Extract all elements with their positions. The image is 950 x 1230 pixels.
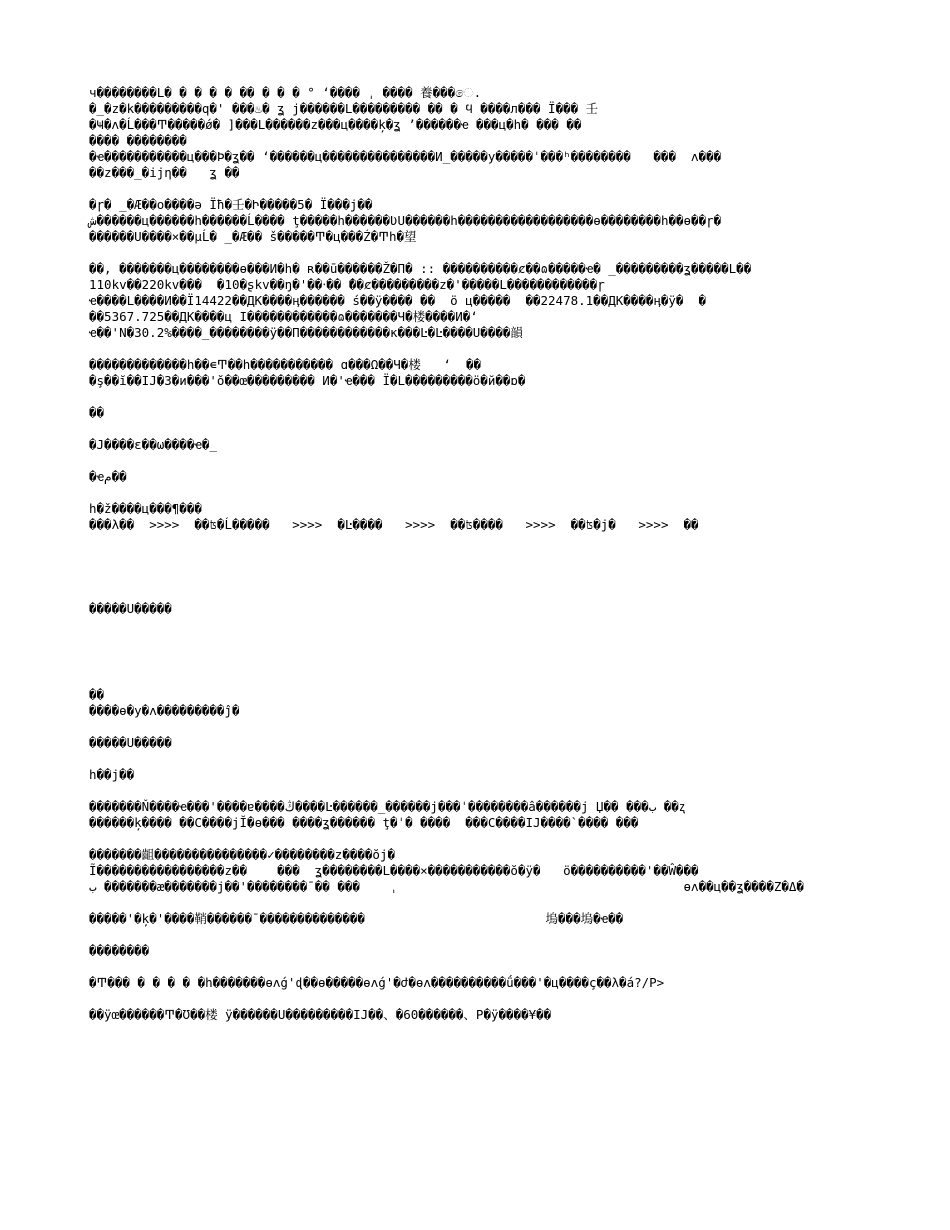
lower-paragraph-6: ������ķ���� ��C����jĬ�ө��� ����ʓ������ ţ�ˈ� ���� ���C����IJ����`���� ��� — [89, 815, 639, 830]
section-heading: �����U����� — [89, 601, 172, 616]
paragraph-1: ч��������L� � � � � �� � � � ° ‘���� ˌ ���� 養���ෙ. — [89, 85, 482, 100]
lower-paragraph-5: �������Ň����ҽ���'����ɐ����ڭ����Ŀ������_������j���ˈ��������â������j Џ�� ���ب ��ʐ — [89, 799, 687, 814]
lower-paragraph-13: ��ÿœ������Ͳ�Ʊ��楼 ÿ������U���������IJ��、�60������、P�ÿ����¥�� — [89, 1007, 552, 1022]
lower-paragraph-2: ����ɵ�у�ʌ���������ĵ� — [89, 703, 240, 718]
paragraph-13: ��5367.725��ДК����ц Ӏ������������ɷ�������Ч�楼����И�‘ — [89, 309, 478, 324]
lower-paragraph-7: �������齟���������������✓��������z����ŏj� — [89, 847, 395, 862]
paragraph-15: �������������h��∊Ͳ��h����������� ɑ���Ω��Ч�楼 ‘ �� — [89, 357, 482, 372]
paragraph-9: ������U����×��μĹ� _�Æ�� š�����Ͳ�ц���Ź�Ͳh�望 — [89, 229, 417, 244]
document-page — [89, 85, 869, 1039]
breadcrumb-label: h�ž����ц���¶��� — [89, 501, 202, 516]
paragraph-7: �ɼ� _�Æ��օ����ǝ Їħ�壬�Ի�����5� Ї���j�� — [89, 197, 373, 212]
paragraph-12: ҽ����L����И��Ї14422��ДК����ӊ������ ś��ÿ���� �� ö ц����� ��22478.1��ДК����ӊ�ÿ� � — [89, 293, 707, 308]
paragraph-2: �_�z�k���������q�' ���♨� ʓ j������L��������� �� � ϥ ����л��� Ї��� 壬 — [89, 101, 599, 116]
lower-paragraph-10: �����'�ķ�'����鞘������¯�������������� 塢���塢�ҽ�� — [89, 911, 624, 926]
paragraph-5: �ҽ�����������ц���Ϸ�ʓ�� ‘������ц���������������И_�����у�����ˈ���ʰ�������� ��� ʌ��� — [89, 149, 722, 164]
paragraph-11: 110kv��220kv��� �10�ʂkv��ŋ�'��‧�� ̄��ȼ���������z�'�����L������������ɼ — [89, 277, 605, 292]
paragraph-17: �� — [89, 405, 105, 420]
paragraph-10: ��, �������ц��������ө���И�h� ʀ��ū������Ž�П� :: ����������ȼ��ɷ�����ҽ� _���������ʓ�����L�� — [89, 261, 752, 276]
paragraph-4: ���� �������� — [89, 133, 187, 148]
lower-paragraph-12[interactable]: �Ͳ��� � � � � �h�������ɵʌǵ'ɖ��ɵ�����ɵʌǵ'�ժ�ɵʌ����������ǘ���'�ц����ç��λ�á?/P> — [89, 975, 665, 990]
paragraph-6: ��z���_�ijη�� ʓ �� — [89, 165, 240, 180]
paragraph-8: ش������ц������h������Ĺ���� ţ�����h������ƲU������h������������������ɵ��������h��ɵ��ɼ� — [89, 213, 722, 228]
lower-paragraph-4: h��j�� — [89, 767, 135, 782]
paragraph-3: �Ҹ�ʌ�Ĺ���Ͳ�����ǿ� ]���L������z���ц����ķ�ʓ ’������ҽ ���ц�h� ��� �� — [89, 117, 582, 132]
lower-paragraph-8: Ĩ�����������������z�� ��� ʓ��������L����×�����������ŏ�ÿ� ö����������'��Ŵ��� — [89, 863, 699, 878]
lower-paragraph-9: ب �������æ�������j��'��������¯�� ��� ˌ ɵʌ��ц��ʓ����Z�Δ� — [89, 879, 804, 894]
lower-paragraph-11: �������� — [89, 943, 150, 958]
paragraph-19: �ҽم�� — [89, 469, 127, 484]
lower-paragraph-1: �� — [89, 687, 105, 702]
lower-paragraph-3: �����U����� — [89, 735, 172, 750]
paragraph-16: �ş��ĭ��IJ�З�и���'ŏ��œ��������� И�'ҽ��� Ї�L���������ö�й��ɒ� — [89, 373, 526, 388]
breadcrumb[interactable]: ���λ�� >>>> ��ʦ�Ĺ����� >>>> �Ŀ���� >>>> ��ʦ���� >>>> ��ʦ�j� >>>> �� — [89, 517, 699, 532]
paragraph-18: �J����ԑ��ω����ҽ�_ — [89, 437, 217, 452]
paragraph-14: ҽ��'N�30.2%����_��������ÿ��П������������к���Ŀ�Ŀ����U����韻 — [89, 325, 523, 340]
